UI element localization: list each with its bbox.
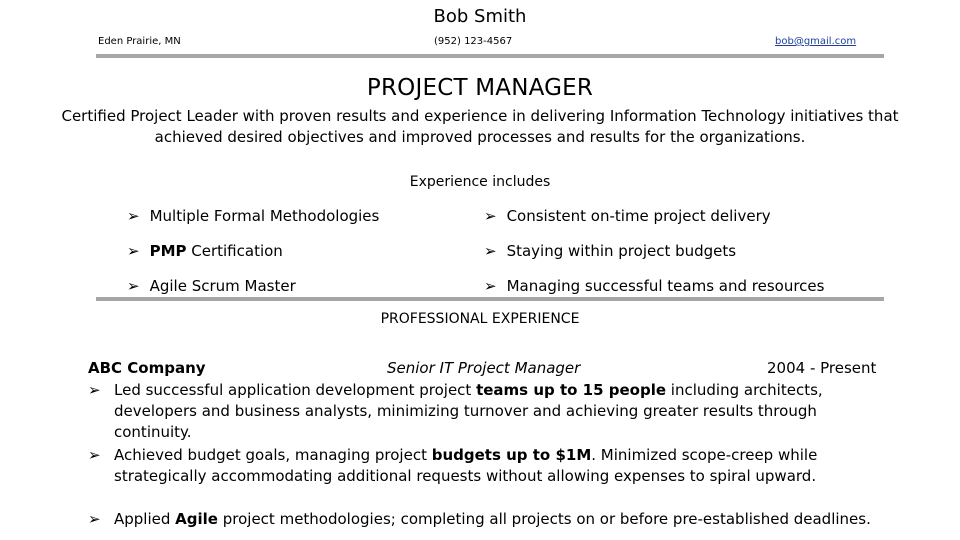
achievement-item [88, 380, 888, 443]
achievement-item [88, 509, 888, 530]
headline: PROJECT MANAGER [366, 75, 594, 101]
skill-text: Agile Scrum Master [149, 277, 296, 295]
arrow-bullet-icon: ➢ [127, 242, 140, 260]
achievement-bold-text: budgets up to $1M [431, 446, 592, 464]
skill-item [484, 207, 771, 225]
employment-dates: 2004 - Present [767, 359, 877, 377]
phone-number: (952) 123-4567 [434, 36, 513, 47]
arrow-bullet-icon: ➢ [127, 207, 140, 225]
job-title: Senior IT Project Manager [387, 359, 581, 377]
company-name: ABC Company [88, 359, 206, 377]
summary: Certified Project Leader with proven results and experience in delivering Information Technology initiatives that achieved desired objectives and improved processes and results for the organizations. [61, 107, 899, 146]
skill-item [127, 277, 296, 295]
skill-text: Multiple Formal Methodologies [149, 207, 380, 225]
achievement-bold-text: teams up to 15 people [476, 381, 667, 399]
arrow-bullet-icon: ➢ [127, 277, 140, 295]
arrow-bullet-icon: ➢ [88, 510, 101, 528]
skill-item [484, 277, 824, 295]
achievement-text [114, 445, 888, 487]
arrow-bullet-icon: ➢ [484, 277, 497, 295]
professional-experience-heading: PROFESSIONAL EXPERIENCE [380, 311, 580, 327]
candidate-name: Bob Smith [433, 6, 527, 27]
achievement-text-part: including architects, developers and business analysts, minimizing turnover and achieving greater results through continuity. [114, 381, 823, 441]
achievement-text [114, 380, 888, 443]
arrow-bullet-icon: ➢ [88, 381, 101, 399]
skill-item [484, 242, 736, 260]
achievement-text-part: Achieved budget goals, managing project [114, 446, 432, 464]
email-link[interactable]: bob@gmail.com [775, 36, 857, 47]
achievement-text-part: Led successful application development project [114, 381, 477, 399]
achievement-text [114, 509, 888, 530]
achievement-bold-text: Agile [175, 510, 218, 528]
skill-text: Consistent on-time project delivery [506, 207, 771, 225]
achievement-text-part: Applied [114, 510, 176, 528]
achievement-text-part: project methodologies; completing all projects on or before pre-established deadlines. [217, 510, 871, 528]
skill-text: Certification [186, 242, 283, 260]
arrow-bullet-icon: ➢ [484, 242, 497, 260]
skill-item [127, 207, 379, 225]
header-divider [96, 54, 884, 58]
location: Eden Prairie, MN [98, 36, 181, 47]
arrow-bullet-icon: ➢ [484, 207, 497, 225]
achievement-item [88, 445, 888, 487]
skill-text: Staying within project budgets [506, 242, 737, 260]
skill-bold-text: PMP [149, 242, 187, 260]
experience-includes-heading: Experience includes [409, 174, 551, 190]
achievement-text-part: . Minimized scope-creep while strategically accommodating additional requests without allowing expenses to spiral upward. [114, 446, 818, 485]
section-divider [96, 297, 884, 301]
skill-text: Managing successful teams and resources [506, 277, 825, 295]
arrow-bullet-icon: ➢ [88, 446, 101, 464]
skill-item [127, 242, 283, 260]
